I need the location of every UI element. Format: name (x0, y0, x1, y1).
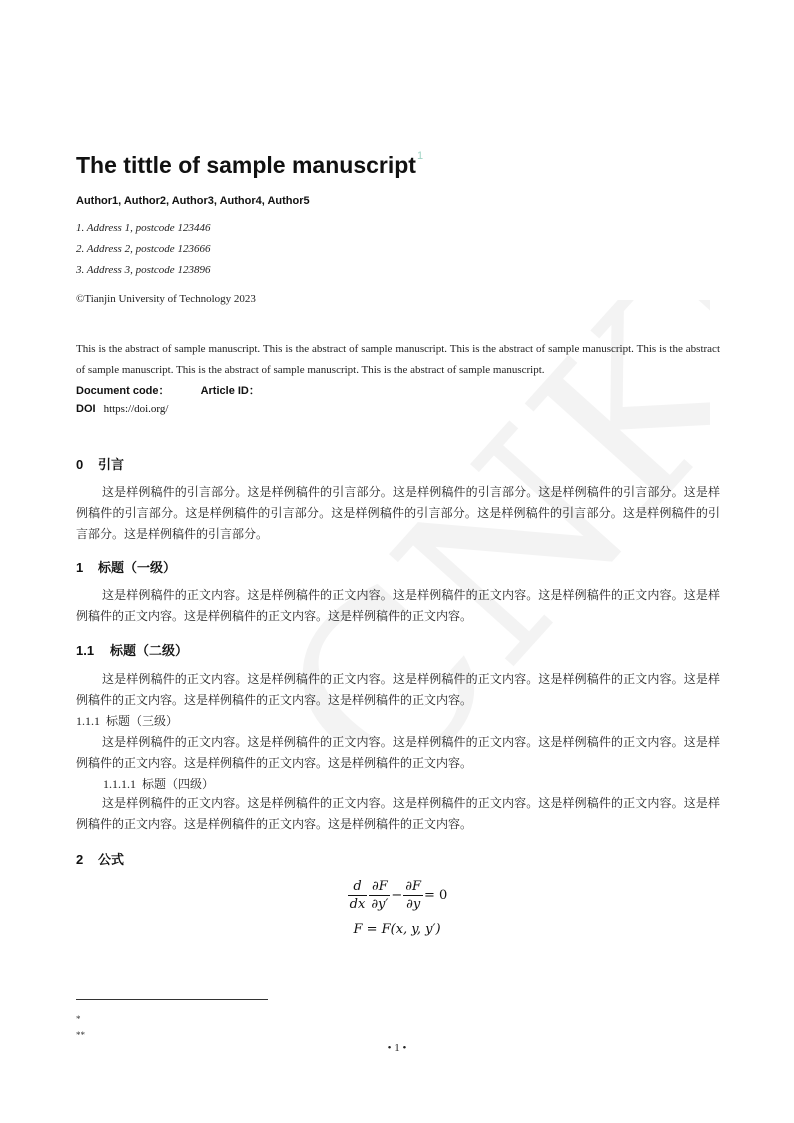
section-1-1-heading: 1.1 标题（二级） (76, 643, 189, 658)
address-1: 1. Address 1, postcode 123446 (76, 222, 211, 234)
equation-rhs: = 0 (424, 888, 448, 903)
author-list: Author1, Author2, Author3, Author4, Author5 (76, 195, 310, 207)
doi-link[interactable]: https://doi.org/ (103, 403, 169, 415)
equation-euler-lagrange (0, 878, 794, 913)
copyright-line: ©Tianjin University of Technology 2023 (76, 293, 256, 305)
document-code-row (76, 382, 260, 398)
page-number: • 1 • (387, 1042, 407, 1054)
section-1-heading: 1 标题（一级） (76, 560, 177, 575)
frac-d-dx: $\frac{d}{dx}$ (349, 879, 366, 912)
minus-sign: − (391, 888, 403, 903)
section-0-body: 这是样例稿件的引言部分。这是样例稿件的引言部分。这是样例稿件的引言部分。这是样例稿件的引言部分。这是样例稿件的引言部分。这是样例稿件的引言部分。这是样例稿件的引言部分。这是样例稿件的引言部分。这是样例稿件的引言部分。这是样例稿件的引言部分。 (76, 485, 720, 541)
footnote-1: * (76, 1014, 81, 1024)
frac-dF-dy: $\frac{\partial F}{\partial y}$ (405, 879, 422, 912)
paper-title: The tittle of sample manuscript$^1$ (76, 150, 424, 178)
document-code-label: Document code： (76, 385, 170, 397)
address-3: 3. Address 3, postcode 123896 (76, 264, 211, 276)
section-1-1-1-heading: 1.1.1 标题（三级） (76, 714, 179, 728)
section-0-heading: 0 引言 (76, 457, 125, 472)
footnote-divider (76, 999, 268, 1000)
equation-F-definition: F = F(x, y, y′) (353, 922, 441, 937)
section-1-1-1-body: 这是样例稿件的正文内容。这是样例稿件的正文内容。这是样例稿件的正文内容。这是样例稿件的正文内容。这是样例稿件的正文内容。这是样例稿件的正文内容。这是样例稿件的正文内容。 (76, 735, 720, 770)
section-2-heading: 2 公式 (76, 852, 125, 867)
section-1-body: 这是样例稿件的正文内容。这是样例稿件的正文内容。这是样例稿件的正文内容。这是样例稿件的正文内容。这是样例稿件的正文内容。这是样例稿件的正文内容。这是样例稿件的正文内容。 (76, 588, 720, 623)
footnote-2: ** (76, 1030, 85, 1040)
doi-row (76, 403, 168, 415)
section-1-1-body: 这是样例稿件的正文内容。这是样例稿件的正文内容。这是样例稿件的正文内容。这是样例稿件的正文内容。这是样例稿件的正文内容。这是样例稿件的正文内容。这是样例稿件的正文内容。 (76, 672, 720, 707)
article-id-label: Article ID： (200, 385, 260, 397)
doi-label: DOI (76, 403, 96, 415)
address-2: 2. Address 2, postcode 123666 (76, 243, 211, 255)
title-footnote-mark: 1 (416, 150, 424, 162)
abstract: This is the abstract of sample manuscript. This is the abstract of sample manuscript. This is the abstract of sample manuscript. This is the abstract of sample manuscript. This is the abstract of sample manuscript. This is the abstract of sample manuscript. (76, 343, 720, 376)
frac-dF-dyprime: $\frac{\partial F}{\partial y'}$ (371, 879, 389, 912)
section-1-1-1-1-heading: 1.1.1.1 标题（四级） (103, 777, 215, 791)
section-1-1-1-1-body: 这是样例稿件的正文内容。这是样例稿件的正文内容。这是样例稿件的正文内容。这是样例稿件的正文内容。这是样例稿件的正文内容。这是样例稿件的正文内容。这是样例稿件的正文内容。 (76, 796, 720, 831)
